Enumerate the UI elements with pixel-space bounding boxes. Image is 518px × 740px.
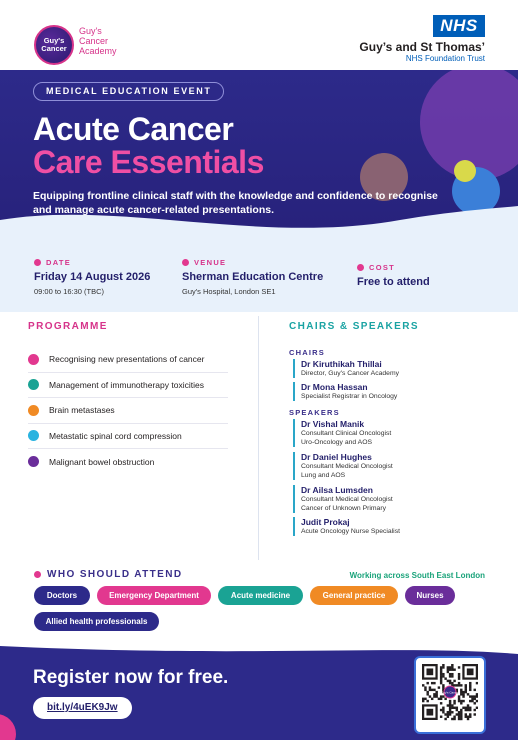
qr-module xyxy=(467,707,469,709)
bullet-dot-icon xyxy=(28,456,39,467)
qr-module xyxy=(449,680,451,682)
qr-module xyxy=(453,707,455,709)
qr-module xyxy=(460,691,462,693)
qr-module xyxy=(422,698,424,700)
qr-code[interactable] xyxy=(414,656,486,734)
hero-banner xyxy=(0,70,518,250)
qr-module xyxy=(469,695,471,697)
qr-module xyxy=(442,673,444,675)
event-title-line1: Acute Cancer xyxy=(33,111,234,147)
qr-module xyxy=(453,684,455,686)
qr-module xyxy=(440,668,442,670)
qr-module xyxy=(453,702,455,704)
qr-module xyxy=(474,713,476,715)
qr-module xyxy=(460,716,462,718)
bullet-dot-icon xyxy=(28,405,39,416)
qr-module xyxy=(474,698,476,700)
qr-module xyxy=(440,709,442,711)
audience-pill: General practice xyxy=(310,586,398,605)
bullet-dot-icon xyxy=(28,379,39,390)
qr-module xyxy=(447,711,449,713)
speaker-card: Judit Prokaj Acute Oncology Nurse Specialist xyxy=(293,517,400,536)
qr-module xyxy=(449,675,451,677)
qr-module xyxy=(447,668,449,670)
qr-module xyxy=(435,693,437,695)
qr-module xyxy=(442,707,444,709)
qr-module xyxy=(460,689,462,691)
qr-module xyxy=(458,700,460,702)
qr-module xyxy=(447,680,449,682)
qr-module xyxy=(465,707,467,709)
qr-module xyxy=(460,702,462,704)
qr-module xyxy=(474,689,476,691)
qr-module xyxy=(429,686,431,688)
attend-heading: WHO SHOULD ATTEND xyxy=(34,569,182,580)
qr-module xyxy=(467,718,469,720)
qr-module xyxy=(429,695,431,697)
qr-module xyxy=(442,684,444,686)
qr-module xyxy=(435,695,437,697)
nhs-logo: NHS xyxy=(433,15,485,37)
qr-module xyxy=(469,684,471,686)
venue-name: Sherman Education Centre xyxy=(182,271,324,283)
programme-item: Brain metastases xyxy=(28,398,228,424)
qr-module xyxy=(462,700,464,702)
qr-module xyxy=(456,709,458,711)
audience-pill: Doctors xyxy=(34,586,90,605)
qr-module xyxy=(460,711,462,713)
event-time: 09:00 to 16:30 (TBC) xyxy=(34,287,105,296)
qr-module xyxy=(422,700,424,702)
qr-module xyxy=(462,695,464,697)
qr-module xyxy=(465,686,467,688)
qr-module xyxy=(449,682,451,684)
qr-module xyxy=(476,707,478,709)
qr-module xyxy=(451,704,453,706)
qr-module xyxy=(447,671,449,673)
qr-module xyxy=(458,673,460,675)
qr-module xyxy=(447,713,449,715)
qr-module xyxy=(458,682,460,684)
qr-module xyxy=(458,698,460,700)
qr-module xyxy=(429,689,431,691)
qr-module xyxy=(440,682,442,684)
bullet-dot-icon xyxy=(28,354,39,365)
qr-module xyxy=(438,686,440,688)
qr-module xyxy=(426,693,428,695)
speakers-label: SPEAKERS xyxy=(289,408,340,417)
qr-module xyxy=(465,713,467,715)
qr-module xyxy=(451,675,453,677)
qr-module xyxy=(458,695,460,697)
qr-module xyxy=(456,684,458,686)
qr-module xyxy=(469,689,471,691)
trust-subtitle: NHS Foundation Trust xyxy=(405,54,485,63)
qr-module xyxy=(451,664,453,666)
qr-module xyxy=(440,666,442,668)
qr-module xyxy=(438,698,440,700)
footer-wave-deco xyxy=(0,640,518,654)
qr-module xyxy=(456,707,458,709)
qr-module xyxy=(451,682,453,684)
qr-module xyxy=(433,682,435,684)
qr-module xyxy=(474,695,476,697)
qr-module xyxy=(431,698,433,700)
qr-module xyxy=(449,666,451,668)
programme-list xyxy=(28,347,228,475)
qr-module xyxy=(458,716,460,718)
qr-module xyxy=(469,682,471,684)
guys-cancer-logo xyxy=(34,25,74,65)
register-heading: Register now for free. xyxy=(33,667,229,688)
programme-item: Malignant bowel obstruction xyxy=(28,449,228,475)
qr-module xyxy=(451,673,453,675)
venue-block: VENUE Sherman Education Centre Guy's Hospital, London SE1 xyxy=(182,258,324,296)
speaker-card: Dr Vishal Manik Consultant Clinical Oncologist Uro-Oncology and AOS xyxy=(293,419,391,447)
qr-module xyxy=(460,713,462,715)
date-dot-icon xyxy=(34,259,41,266)
qr-module xyxy=(471,695,473,697)
qr-module xyxy=(422,684,424,686)
yellow-circle-deco xyxy=(454,160,476,182)
qr-module xyxy=(453,700,455,702)
qr-module xyxy=(433,693,435,695)
qr-module xyxy=(440,702,442,704)
qr-module xyxy=(460,709,462,711)
event-info-band xyxy=(0,250,518,312)
qr-module xyxy=(442,666,444,668)
event-title-line2: Care Essentials xyxy=(33,144,264,180)
qr-module xyxy=(462,693,464,695)
academy-name: Guy's Cancer Academy xyxy=(79,26,117,56)
qr-finder xyxy=(467,668,474,675)
qr-module xyxy=(449,709,451,711)
qr-module xyxy=(444,698,446,700)
speakers-heading: CHAIRS & SPEAKERS xyxy=(289,321,419,332)
qr-module xyxy=(453,680,455,682)
qr-module xyxy=(433,689,435,691)
qr-module xyxy=(451,668,453,670)
qr-module xyxy=(474,709,476,711)
qr-module xyxy=(451,718,453,720)
qr-finder xyxy=(426,709,433,716)
programme-item: Metastatic spinal cord compression xyxy=(28,424,228,450)
qr-module xyxy=(447,666,449,668)
qr-module xyxy=(469,686,471,688)
qr-module xyxy=(465,709,467,711)
logo-text: Guy's Cancer xyxy=(41,36,67,53)
qr-module xyxy=(442,711,444,713)
footer-cta xyxy=(0,640,518,740)
qr-module xyxy=(476,700,478,702)
qr-module xyxy=(471,698,473,700)
qr-module xyxy=(467,716,469,718)
event-type-badge: MEDICAL EDUCATION EVENT xyxy=(33,82,224,101)
qr-module xyxy=(424,686,426,688)
audience-pill: Nurses xyxy=(405,586,455,605)
cost-block: COST Free to attend xyxy=(357,263,430,288)
qr-module xyxy=(440,716,442,718)
qr-module xyxy=(467,704,469,706)
chair-card: Dr Mona Hassan Specialist Registrar in Oncology xyxy=(293,382,397,401)
qr-module xyxy=(465,691,467,693)
speaker-card: Dr Ailsa Lumsden Consultant Medical Oncologist Cancer of Unknown Primary xyxy=(293,485,393,513)
qr-module xyxy=(460,693,462,695)
qr-finder xyxy=(426,668,433,675)
qr-module xyxy=(424,698,426,700)
qr-module xyxy=(440,695,442,697)
programme-item: Recognising new presentations of cancer xyxy=(28,347,228,373)
qr-module xyxy=(467,693,469,695)
qr-module xyxy=(469,700,471,702)
speaker-card: Dr Daniel Hughes Consultant Medical Oncologist Lung and AOS xyxy=(293,452,393,480)
qr-module xyxy=(465,684,467,686)
column-divider xyxy=(258,316,259,560)
qr-module xyxy=(465,716,467,718)
venue-dot-icon xyxy=(182,259,189,266)
qr-module xyxy=(467,709,469,711)
event-date: Friday 14 August 2026 xyxy=(34,271,151,283)
qr-module xyxy=(449,668,451,670)
attend-dot-icon xyxy=(34,571,41,578)
qr-module xyxy=(440,675,442,677)
qr-module xyxy=(444,713,446,715)
qr-module xyxy=(433,695,435,697)
qr-module xyxy=(453,668,455,670)
audience-pill: Allied health professionals xyxy=(34,612,159,631)
qr-center-text: Guy's Cancer xyxy=(440,690,460,695)
qr-module xyxy=(442,709,444,711)
qr-module xyxy=(449,673,451,675)
qr-module xyxy=(449,707,451,709)
qr-module xyxy=(460,684,462,686)
registration-link[interactable]: bit.ly/4uEK9Jw xyxy=(33,697,132,719)
programme-heading: PROGRAMME xyxy=(28,321,108,332)
qr-module xyxy=(442,686,444,688)
qr-module xyxy=(465,689,467,691)
event-cost: Free to attend xyxy=(357,276,430,288)
qr-module xyxy=(444,677,446,679)
qr-module xyxy=(442,664,444,666)
qr-module xyxy=(460,700,462,702)
qr-code-icon xyxy=(422,664,478,726)
bullet-dot-icon xyxy=(28,430,39,441)
qr-module xyxy=(469,707,471,709)
qr-module xyxy=(431,689,433,691)
cost-dot-icon xyxy=(357,264,364,271)
chair-card: Dr Kiruthikah Thillai Director, Guy's Cancer Academy xyxy=(293,359,399,378)
qr-module xyxy=(451,666,453,668)
qr-module xyxy=(440,680,442,682)
qr-module xyxy=(451,707,453,709)
qr-module xyxy=(462,707,464,709)
qr-module xyxy=(453,718,455,720)
qr-module xyxy=(449,704,451,706)
qr-module xyxy=(440,673,442,675)
event-subtitle: Equipping frontline clinical staff with the knowledge and confidence to recognise and manage acute cancer-related presentations. xyxy=(33,190,438,216)
qr-module xyxy=(458,684,460,686)
who-should-attend xyxy=(0,560,518,640)
qr-module xyxy=(440,677,442,679)
qr-module xyxy=(451,711,453,713)
qr-module xyxy=(447,716,449,718)
qr-module xyxy=(449,702,451,704)
qr-module xyxy=(469,716,471,718)
qr-module xyxy=(424,689,426,691)
qr-module xyxy=(471,700,473,702)
qr-module xyxy=(440,671,442,673)
qr-module xyxy=(476,695,478,697)
qr-module xyxy=(469,713,471,715)
qr-module xyxy=(426,682,428,684)
qr-module xyxy=(476,693,478,695)
qr-module xyxy=(460,718,462,720)
qr-module xyxy=(444,718,446,720)
qr-module xyxy=(435,691,437,693)
region-note: Working across South East London xyxy=(349,571,485,580)
qr-module xyxy=(426,700,428,702)
qr-module xyxy=(458,718,460,720)
qr-module xyxy=(462,691,464,693)
programme-item: Management of immunotherapy toxicities xyxy=(28,373,228,399)
venue-address: Guy's Hospital, London SE1 xyxy=(182,287,276,296)
qr-module xyxy=(458,677,460,679)
qr-module xyxy=(453,716,455,718)
qr-module xyxy=(458,675,460,677)
qr-module xyxy=(449,700,451,702)
audience-pill: Emergency Department xyxy=(97,586,211,605)
qr-module xyxy=(469,709,471,711)
qr-module xyxy=(474,702,476,704)
qr-module xyxy=(431,682,433,684)
date-block: DATE Friday 14 August 2026 09:00 to 16:30 (TBC) xyxy=(34,258,151,296)
qr-module xyxy=(442,695,444,697)
header xyxy=(0,0,518,70)
qr-module xyxy=(458,666,460,668)
qr-module xyxy=(447,704,449,706)
qr-module xyxy=(476,682,478,684)
qr-module xyxy=(458,713,460,715)
qr-module xyxy=(458,711,460,713)
qr-module xyxy=(442,675,444,677)
qr-module xyxy=(449,713,451,715)
chairs-label: CHAIRS xyxy=(289,348,325,357)
qr-module xyxy=(449,711,451,713)
pink-corner-deco xyxy=(0,714,16,740)
audience-pill: Acute medicine xyxy=(218,586,303,605)
qr-module xyxy=(426,691,428,693)
qr-module xyxy=(456,713,458,715)
trust-name: Guy’s and St Thomas’ xyxy=(359,40,485,54)
qr-module xyxy=(440,698,442,700)
